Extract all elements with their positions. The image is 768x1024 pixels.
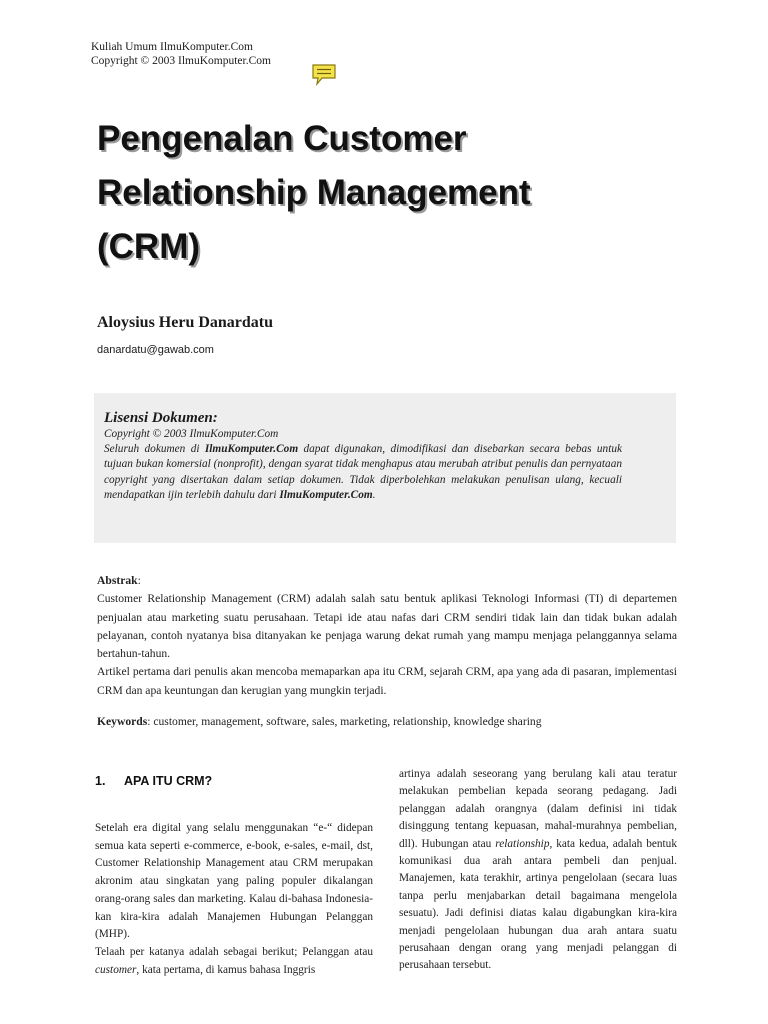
section-heading xyxy=(95,774,212,788)
title-line-2: Relationship Management xyxy=(97,173,531,212)
title-line-3: (CRM) xyxy=(97,227,201,266)
license-site-link[interactable]: IlmuKomputer.Com xyxy=(204,443,299,456)
license-text-pre: Seluruh dokumen di xyxy=(104,443,205,456)
license-box xyxy=(94,393,676,543)
section-number: 1. xyxy=(95,774,106,788)
author-email[interactable]: danardatu@gawab.com xyxy=(97,344,214,356)
keywords-text: : customer, management, software, sales, marketing, relationship, knowledge sharing xyxy=(147,715,542,728)
page-title xyxy=(97,112,657,274)
license-copyright: Copyright © 2003 IlmuKomputer.Com xyxy=(104,428,279,440)
keywords-label: Keywords xyxy=(97,715,148,728)
abstract-paragraph-2: Artikel pertama dari penulis akan mencoba memaparkan apa itu CRM, sejarah CRM, apa yang ada di pasaran, implementasi CRM dan apa keuntungan dan kerugian yang mungkin terjadi. xyxy=(97,665,677,697)
left-column-text-post: , kata pertama, di kamus bahasa Inggris xyxy=(136,963,316,976)
left-column xyxy=(95,820,373,979)
author-name: Aloysius Heru Danardatu xyxy=(97,314,274,331)
abstract-paragraph-1: Customer Relationship Management (CRM) adalah salah satu bentuk aplikasi Teknologi Informasi (TI) di departemen penjualan atau marketing suatu perusahaan. Tetapi ide atau nafas dari CRM sendiri tidak lain dan tidak bukan adalah pelayanan, contoh nyatanya bisa ditanyakan ke penjaga warung dekat rumah yang mampu menjaga pelanggannya selama bertahun-tahun. xyxy=(97,592,677,661)
right-column xyxy=(399,766,677,975)
abstract-label: Abstrak xyxy=(97,574,138,587)
license-text-mid: dapat digunakan, dimodifikasi dan disebarkan secara bebas untuk tujuan bukan komersial (nonprofit), dengan syarat tidak menghapus atau merubah atribut penulis dan pernyataan copyright yang disertakan dalam setiap dokumen. Tidak diperbolehkan melakukan penulisan ulang, kecuali mendapatkan ijin terlebih dahulu dari xyxy=(104,443,623,501)
abstract-section xyxy=(97,572,677,700)
customer-term: customer xyxy=(95,963,137,976)
license-text xyxy=(104,442,622,503)
abstract-colon: : xyxy=(137,574,141,587)
right-column-paragraph xyxy=(399,766,677,975)
right-column-text-pre: artinya adalah seseorang yang berulang kali atau teratur melakukan pembelian kepada seorang pedagang. Jadi pelanggan adalah orangnya (dalam definisi ini tidak disinggung tentang kepuasan, mahal-murahnya pembelian, dll). Hubungan atau xyxy=(399,768,677,850)
left-column-text-pre: Telaah per katanya adalah sebagai berikut; Pelanggan atau xyxy=(95,945,373,958)
license-heading: Lisensi Dokumen: xyxy=(104,410,218,426)
comment-note-icon[interactable] xyxy=(311,63,337,87)
header-course: Kuliah Umum IlmuKomputer.Com xyxy=(91,41,253,53)
page-header xyxy=(91,40,271,68)
section-title: APA ITU CRM? xyxy=(124,774,213,788)
license-text-end: . xyxy=(372,488,376,501)
header-copyright: Copyright © 2003 IlmuKomputer.Com xyxy=(91,55,271,67)
left-column-paragraph-1: Setelah era digital yang selalu menggunakan “e-“ didepan semua kata seperti e-commerce, e-book, e-sales, e-mail, dst, Customer Relationship Management atau CRM merupakan akronim atau singkatan yang paling populer dikalangan orang-orang sales dan marketing. Kalau di-bahasa Indonesia-kan kira-kira adalah Manajemen Hubungan Pelanggan (MHP). xyxy=(95,822,373,941)
title-line-1: Pengenalan Customer xyxy=(97,119,467,158)
license-site-link-2[interactable]: IlmuKomputer.Com xyxy=(279,488,373,501)
left-column-paragraph-2 xyxy=(95,944,373,979)
keywords-line xyxy=(97,713,677,731)
right-column-text-post: , kata kedua, adalah bentuk komunikasi dua arah antara pembeli dan penjual. Manajemen, kata terakhir, artinya pengelolaan (secara luas tanpa perlu menjabarkan detail bagaimana mengelola sesuatu). Jadi definisi diatas kalau digabungkan kira-kira menjadi pengelolaan hubungan dua arah antara suatu perusahaan dengan orang yang menjadi pelanggan di perusahaan tersebut. xyxy=(399,837,677,972)
relationship-term: relationship xyxy=(495,837,550,850)
